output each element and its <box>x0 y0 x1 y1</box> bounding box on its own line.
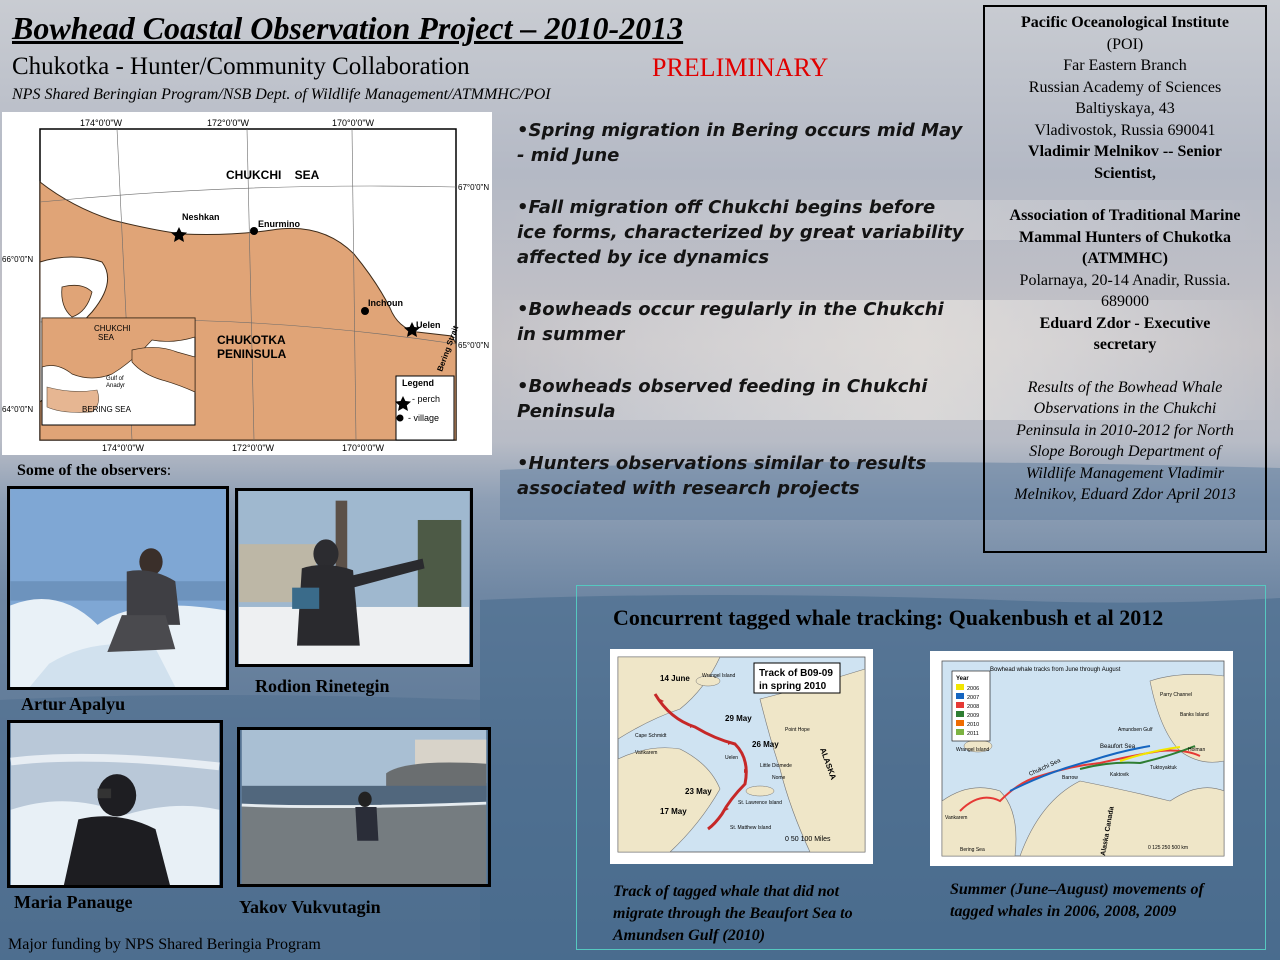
program-credit: NPS Shared Beringian Program/NSB Dept. of Wildlife Management/ATMMHC/POI <box>12 86 551 103</box>
track-place: St. Matthew Island <box>730 825 772 831</box>
observer-name: Yakov Vukvutagin <box>239 897 381 917</box>
lon-label: 172°0'0"W <box>232 443 275 453</box>
org-branch: Far Eastern Branch <box>1063 57 1187 74</box>
tracks-place: Holman <box>1188 747 1206 753</box>
org-name: Association of Traditional Marine Mammal Hunters of Chukotka (ATMMHC) <box>1009 207 1241 267</box>
tracks-place: Chukchi Sea <box>1028 757 1062 778</box>
org-academy: Russian Academy of Sciences <box>1028 78 1222 96</box>
photo-maria-panauge <box>7 720 223 888</box>
track-place: Uelen <box>725 755 739 761</box>
strait-label: Bering Strait <box>435 324 461 373</box>
legend-title: Legend <box>402 378 435 388</box>
tracks-place: Vankarem <box>945 815 968 821</box>
observers-heading-colon: : <box>166 462 172 479</box>
poster-title: Bowhead Coastal Observation Project – 2010-2013 <box>12 10 684 46</box>
contact-info-box <box>983 5 1267 553</box>
inchoun-dot-icon <box>361 307 369 315</box>
track-place: Cape Schmidt <box>635 733 667 739</box>
track-title: Track of B09-09 <box>759 668 833 679</box>
track-place: Nome <box>772 775 786 781</box>
tracks-place: Banks Island <box>1180 712 1209 718</box>
year-swatch <box>956 720 964 726</box>
track-scale: 0 50 100 Miles <box>785 836 831 843</box>
track-date: 23 May <box>685 787 712 796</box>
study-area-map <box>2 112 492 455</box>
peninsula-label: PENINSULA <box>217 347 287 361</box>
track-date: 17 May <box>660 807 687 816</box>
org-name: Pacific Oceanological Institute <box>1021 14 1229 31</box>
inset-label: BERING SEA <box>82 405 131 414</box>
tracks-region: Alaska Canada <box>1100 806 1116 857</box>
year-swatch <box>956 693 964 699</box>
finding-item: •Bowheads occur regularly in the Chukchi in summer <box>517 299 944 345</box>
track-date: 29 May <box>725 714 752 723</box>
observers-heading <box>17 462 171 480</box>
summer-tracks-map <box>930 651 1233 866</box>
observer-name: Maria Panauge <box>14 892 133 912</box>
org-city: Vladivostok, Russia 690041 <box>1034 121 1216 139</box>
finding-item: •Fall migration off Chukchi begins before ice forms, characterized by great variability affected by ice dynamics <box>517 197 964 268</box>
inset-label: CHUKCHI <box>94 324 131 333</box>
photo-yakov-vukvutagin <box>237 727 491 887</box>
photo-rodion-rinetegin <box>235 488 473 667</box>
tracks-place: Bering Sea <box>960 847 985 853</box>
track-place: Little Diomede <box>760 763 792 769</box>
lat-label: 66°0'0"N <box>2 255 34 264</box>
track-place: Vankarem <box>635 750 658 756</box>
inset-label: SEA <box>98 333 115 342</box>
finding-item: •Hunters observations similar to results associated with research projects <box>517 453 927 499</box>
track-region: ALASKA <box>818 746 838 782</box>
sea-label: CHUKCHI SEA <box>226 168 320 182</box>
place-label: Neshkan <box>182 212 220 222</box>
track-place: St. Lawrence Island <box>738 800 782 806</box>
track-place: Wrangel Island <box>702 673 736 679</box>
lon-label: 172°0'0"W <box>207 118 250 128</box>
tracks-place: Kaktovik <box>1110 772 1129 778</box>
finding-item: •Spring migration in Bering occurs mid May - mid June <box>517 120 963 166</box>
year-label: 2011 <box>967 731 979 737</box>
findings-list <box>517 118 967 528</box>
year-label: 2008 <box>967 704 980 710</box>
legend-village: - village <box>408 413 440 423</box>
year-swatch <box>956 702 964 708</box>
tracks-place: Parry Channel <box>1160 692 1192 698</box>
village-dot-icon <box>397 415 404 422</box>
year-label: 2007 <box>967 695 980 701</box>
observer-name: Artur Apalyu <box>21 694 126 714</box>
year-label: 2010 <box>967 722 980 728</box>
track-place: Point Hope <box>785 727 810 733</box>
tracks-scale: 0 125 250 500 km <box>1148 845 1189 851</box>
peninsula-label: CHUKOTKA <box>217 333 286 347</box>
tracks-place: Tuktoyaktuk <box>1150 765 1177 771</box>
lat-label: 65°0'0"N <box>458 341 490 350</box>
observers-heading-text: Some of the observers <box>17 462 167 479</box>
lat-label: 67°0'0"N <box>458 183 490 192</box>
year-label: 2009 <box>967 713 980 719</box>
poster-subtitle: Chukotka - Hunter/Community Collaboration <box>12 53 470 80</box>
legend-perch: - perch <box>412 394 441 404</box>
org-address: Polarnaya, 20-14 Anadir, Russia. 689000 <box>1019 271 1231 310</box>
preliminary-label: PRELIMINARY <box>652 53 829 82</box>
org-street: Baltiyskaya, 43 <box>1075 100 1175 117</box>
report-reference: Results of the Bowhead Whale Observations in the Chukchi Peninsula in 2010-2012 for North Slope Borough Department of Wildlife Management Vladimir Melnikov, Eduard Zdor April 2013 <box>1014 378 1236 503</box>
photo-artur-apalyu <box>7 486 229 690</box>
person-name: Vladimir Melnikov -- Senior Scientist, <box>1028 143 1222 182</box>
lat-label: 64°0'0"N <box>2 405 34 414</box>
year-swatch <box>956 729 964 735</box>
lon-label: 170°0'0"W <box>332 118 375 128</box>
tracks-legend-title: Year <box>956 676 969 682</box>
org-abbr: (POI) <box>1106 35 1144 53</box>
tracks-title: Bowhead whale tracks from June through August <box>990 667 1121 673</box>
tracks-place: Barrow <box>1062 775 1078 781</box>
place-label: Inchoun <box>368 298 403 308</box>
enurmino-dot-icon <box>250 227 258 235</box>
tracks-place: Amundsen Gulf <box>1118 727 1153 733</box>
track-date: 26 May <box>752 740 779 749</box>
finding-item: •Bowheads observed feeding in Chukchi Peninsula <box>517 376 928 422</box>
year-swatch <box>956 684 964 690</box>
track-title: in spring 2010 <box>759 681 827 692</box>
funding-note: Major funding by NPS Shared Beringia Program <box>8 936 321 953</box>
track-map-caption: Track of tagged whale that did not migrate through the Beaufort Sea to Amundsen Gulf (2010) <box>613 883 853 944</box>
inset-label: Anadyr <box>106 383 126 389</box>
place-label: Enurmino <box>258 219 300 229</box>
observer-name: Rodion Rinetegin <box>255 676 390 696</box>
track-map-b09-09 <box>610 649 873 864</box>
lon-label: 174°0'0"W <box>102 443 145 453</box>
person-name: Eduard Zdor - Executive secretary <box>1039 314 1211 353</box>
year-label: 2006 <box>967 686 980 692</box>
tracks-map-caption: Summer (June–August) movements of tagged whales in 2006, 2008, 2009 <box>950 881 1204 920</box>
place-label: Uelen <box>416 320 441 330</box>
tracks-place: Wrangel Island <box>956 747 990 753</box>
year-swatch <box>956 711 964 717</box>
inset-label: Gulf of <box>106 376 124 382</box>
track-date: 14 June <box>660 674 690 683</box>
tracks-place: Beaufort Sea <box>1100 744 1136 750</box>
lon-label: 170°0'0"W <box>342 443 385 453</box>
lon-label: 174°0'0"W <box>80 118 123 128</box>
tracking-heading: Concurrent tagged whale tracking: Quakenbush et al 2012 <box>613 605 1164 630</box>
